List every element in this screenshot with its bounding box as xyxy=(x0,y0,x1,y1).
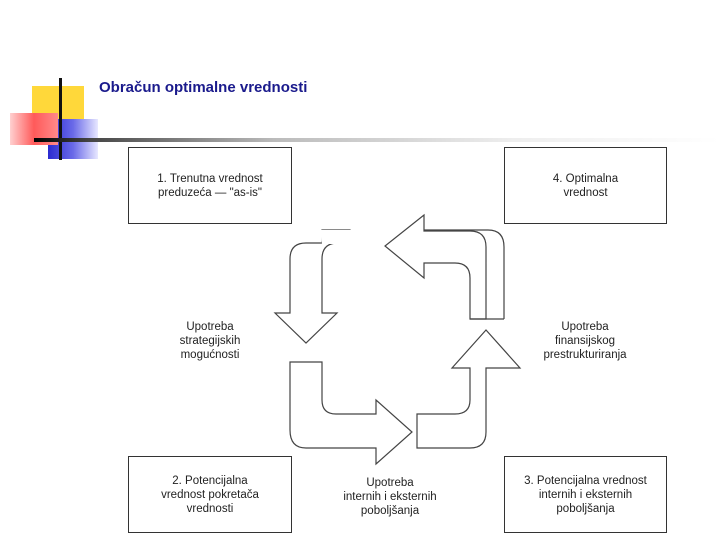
box-current-value-line1: 1. Trenutna vrednost xyxy=(157,172,263,185)
label-financial xyxy=(525,320,645,362)
box-potential-improvements xyxy=(504,456,667,533)
box-potential-drivers-line1: 2. Potencijalna xyxy=(172,474,248,487)
label-financial-line1: Upotreba xyxy=(561,321,609,333)
box-potential-improvements-line3: poboljšanja xyxy=(556,502,615,515)
box-current-value-line2: preduzeća — "as-is" xyxy=(157,186,263,199)
box-potential-drivers xyxy=(128,456,292,533)
label-financial-line2: finansijskog xyxy=(554,335,616,347)
arrow-top-left xyxy=(275,230,350,343)
box-potential-drivers-line3: vrednosti xyxy=(186,502,234,515)
box-current-value xyxy=(128,147,292,224)
slide-title: Obračun optimalne vrednosti xyxy=(99,79,308,96)
label-strategic-line2: strategijskih xyxy=(179,335,241,347)
label-strategic xyxy=(150,320,270,362)
box-potential-improvements-line1: 3. Potencijalna vrednost xyxy=(524,474,647,487)
box-potential-improvements-line2: internih i eksternih xyxy=(538,488,633,501)
label-strategic-line3: mogućnosti xyxy=(180,349,240,361)
box-potential-drivers-line2: vrednost pokretača xyxy=(161,488,259,501)
label-improvements xyxy=(330,476,450,518)
label-strategic-line1: Upotreba xyxy=(186,321,234,333)
box-optimal-value-line2: vrednost xyxy=(563,186,608,199)
label-improvements-line2: internih i eksternih xyxy=(343,491,437,503)
arrow-bottom-right xyxy=(417,330,520,448)
arrow-top-left-band xyxy=(320,230,395,262)
label-improvements-line3: poboljšanja xyxy=(360,505,420,517)
label-financial-line3: prestrukturiranja xyxy=(543,349,627,361)
box-optimal-value-line1: 4. Optimalna xyxy=(552,172,619,185)
arrow-bottom-left xyxy=(290,362,412,464)
label-improvements-line1: Upotreba xyxy=(366,477,414,489)
box-optimal-value xyxy=(504,147,667,224)
